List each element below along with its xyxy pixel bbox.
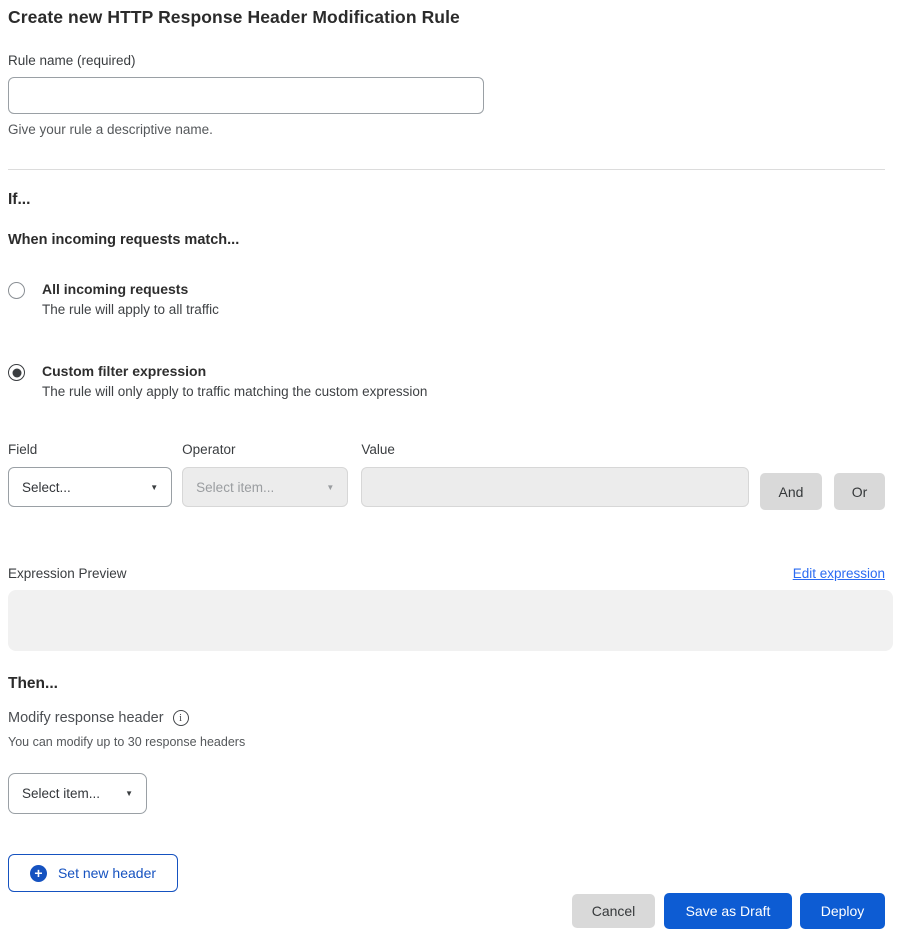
edit-expression-link[interactable]: Edit expression — [792, 566, 885, 581]
info-icon[interactable]: i — [173, 710, 189, 726]
expression-preview-box — [8, 590, 893, 651]
if-heading: If... — [8, 191, 31, 208]
radio-all-label: All incoming requests — [42, 281, 189, 297]
expression-builder-row — [8, 442, 885, 510]
field-label: Field — [8, 442, 38, 457]
header-operation-select-value: Select item... — [22, 786, 101, 801]
rule-name-help: Give your rule a descriptive name. — [8, 122, 213, 137]
radio-button-icon[interactable] — [8, 282, 25, 299]
then-heading: Then... — [8, 675, 58, 692]
rule-name-label: Rule name (required) — [8, 53, 136, 68]
field-select[interactable] — [8, 467, 172, 507]
footer-actions — [8, 893, 885, 929]
chevron-down-icon: ▼ — [125, 789, 133, 798]
value-input[interactable] — [361, 467, 749, 507]
modify-help-text: You can modify up to 30 response headers — [8, 735, 246, 749]
rule-name-input[interactable] — [8, 77, 484, 114]
chevron-down-icon: ▼ — [150, 482, 159, 492]
value-label: Value — [361, 442, 395, 457]
operator-select-value: Select item... — [196, 479, 275, 495]
field-select-value: Select... — [22, 479, 71, 495]
radio-all-description: The rule will apply to all traffic — [42, 302, 219, 317]
radio-custom-filter-expression[interactable] — [8, 363, 885, 399]
chevron-down-icon: ▼ — [326, 482, 335, 492]
radio-custom-label: Custom filter expression — [42, 363, 207, 379]
radio-all-incoming-requests[interactable] — [8, 281, 885, 317]
header-operation-select[interactable] — [8, 773, 147, 814]
expression-preview-label: Expression Preview — [8, 566, 127, 581]
operator-label: Operator — [182, 442, 236, 457]
or-button[interactable]: Or — [834, 473, 885, 510]
deploy-button[interactable]: Deploy — [800, 893, 885, 929]
and-button[interactable]: And — [760, 473, 822, 510]
match-subheading: When incoming requests match... — [8, 232, 240, 248]
set-new-header-label: Set new header — [57, 865, 157, 881]
modify-response-header-label: Modify response header — [8, 710, 164, 726]
set-new-header-button[interactable] — [8, 854, 178, 892]
cancel-button[interactable]: Cancel — [572, 894, 655, 928]
section-divider — [8, 169, 885, 170]
save-as-draft-button[interactable]: Save as Draft — [664, 893, 792, 929]
page-title: Create new HTTP Response Header Modification Rule — [8, 7, 460, 27]
radio-button-icon[interactable] — [8, 364, 25, 381]
operator-select[interactable] — [182, 467, 348, 507]
radio-custom-description: The rule will only apply to traffic matching the custom expression — [42, 384, 428, 399]
plus-circle-icon: + — [30, 865, 47, 882]
